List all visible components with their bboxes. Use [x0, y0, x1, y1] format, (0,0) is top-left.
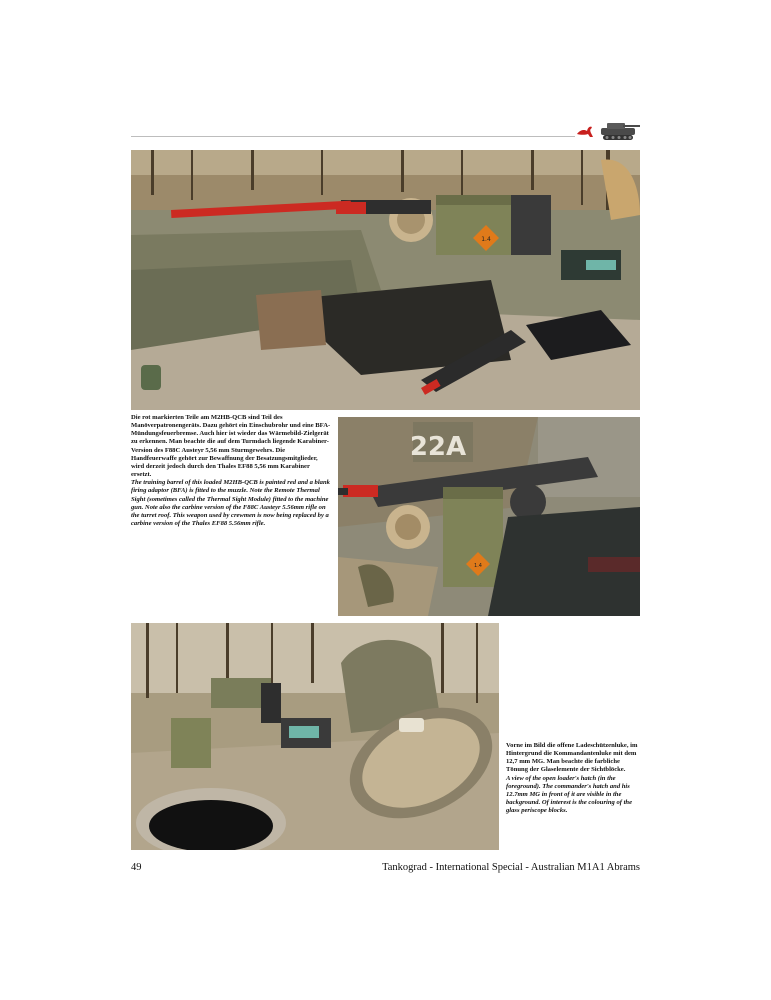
kangaroo-icon: [577, 127, 593, 137]
caption-first-english: The training barrel of this loaded M2HB-QCB is painted red and a blank firing adaptor (BFA) is fitted to the muzzle. Note the Remote Thermal Sight (sometimes called the Thermal Sight Module) fitted to the machine gun. Note also the carbine version of the F88C Austeyr 5.56mm rifle on the turret roof. This weapon used by crewmen is now being replaced by a carbine version of the Thales EF88 5.56mm rifle.: [131, 479, 330, 528]
header-rule: [131, 136, 575, 137]
publisher-logo: [575, 117, 641, 143]
page-number: 49: [131, 862, 142, 873]
photo-turret-roof-mg: [131, 150, 640, 410]
ammo-box-marking: 1.4: [481, 236, 491, 243]
running-title: Tankograd - International Special - Australian M1A1 Abrams: [382, 862, 640, 873]
caption-second-english: A view of the open loader's hatch (in the foreground). The commander's hatch and his 12.7mm MG in front of it are visible in the background. Of interest is the colouring of the glass periscope blocks.: [506, 774, 633, 815]
photo-loader-hatch: [131, 623, 499, 850]
turret-marking-text: 22A: [409, 432, 467, 462]
tank-icon: [601, 123, 640, 140]
ammo-box-marking-2: 1.4: [474, 563, 482, 569]
caption-second: [506, 742, 640, 815]
photo-m2hb-closeup: [338, 417, 640, 616]
caption-second-german: Vorne im Bild die offene Ladeschützenluke, im Hintergrund die Kommandantenluke mit dem 12,7 mm MG. Man beachte die farbliche Tönung der Glaselemente der Sichtblöcke.: [506, 742, 638, 774]
caption-first: [131, 414, 331, 528]
caption-first-german: Die rot markierten Teile am M2HB-QCB sind Teil des Manöverpatronengeräts. Dazu gehört ein Einschubrohr und eine BFA-Mündungsfeuerbremse. Auch hier ist wieder das Wärmebild-Zielgerät zu erkennen. Man beachte die auf dem Turmdach liegende Karabiner-Version des F88C Austeyr 5,56 mm Sturmgewehrs. Die Handfeuerwaffe gehört zur Bewaffnung der Besatzungsmitglieder, wird derzeit jedoch durch den Thales EF88 5,56 mm Karabiner ersetzt.: [131, 414, 331, 479]
